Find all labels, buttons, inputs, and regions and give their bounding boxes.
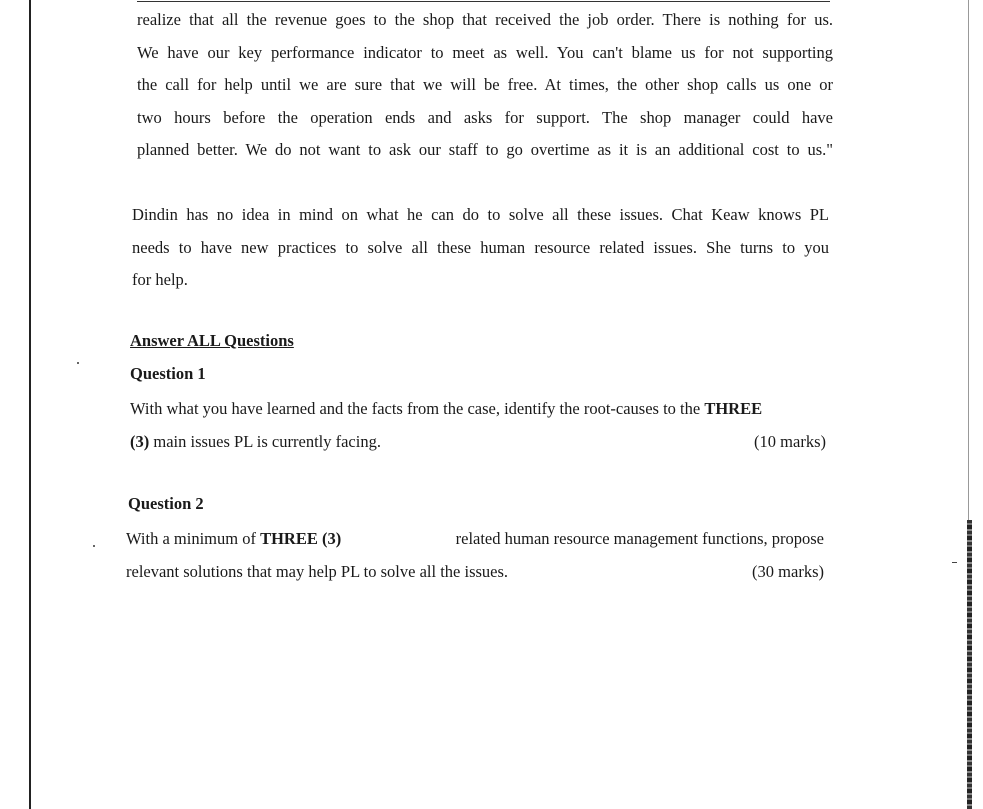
scan-speck (93, 545, 95, 547)
case-paragraph-2 (132, 199, 829, 297)
text-line: We have our key performance indicator to meet as well. You can't blame us for not supporting (137, 42, 833, 62)
question-text-span: related human resource management functions, propose (455, 529, 824, 548)
question-1-text (130, 393, 826, 458)
question-1-title: Question 1 (130, 364, 206, 383)
question-bold-span: THREE (704, 399, 763, 418)
question-2-line-2-content: relevant solutions that may help PL to solve all the issues. (126, 561, 509, 581)
question-1-marks: (10 marks) (754, 431, 826, 451)
question-1-line-2 (130, 426, 826, 459)
case-paragraph-1 (137, 4, 833, 167)
question-2-line-2 (126, 556, 824, 589)
page-left-border (29, 0, 31, 809)
text-line: planned better. We do not want to ask our staff to go overtime as it is an additional cost to us." (137, 140, 833, 159)
text-line: realize that all the revenue goes to the shop that received the job order. There is nothing for us. (137, 10, 833, 29)
text-line: two hours before the operation ends and asks for support. The shop manager could have (137, 107, 833, 127)
question-1-line-2-content (130, 426, 381, 459)
scan-edge-strip (967, 520, 972, 809)
text-line: needs to have new practices to solve all these human resource related issues. She turns to you (132, 237, 829, 257)
question-2-line-1-content (126, 523, 824, 556)
question-bold-span: (3) (130, 431, 150, 451)
top-rule (137, 1, 830, 2)
question-2-marks: (30 marks) (752, 561, 824, 581)
question-text-span: main issues PL is currently facing. (149, 431, 381, 451)
question-bold-span: THREE (3) (260, 529, 342, 548)
question-1-line-1-content (130, 393, 762, 426)
question-2-line-1 (126, 523, 824, 556)
q2-word-group (126, 523, 341, 556)
question-text-span: With a minimum of (126, 529, 261, 548)
text-line: Dindin has no idea in mind on what he can do to solve all these issues. Chat Keaw knows PL (132, 205, 829, 224)
scan-mark (952, 562, 957, 563)
question-1-line-1 (130, 393, 826, 426)
text-line: the call for help until we are sure that we will be free. At times, the other shop calls us one or (137, 75, 833, 94)
question-text-span: With what you have learned and the facts from the case, identify the root-causes to the (130, 399, 705, 418)
answer-all-heading: Answer ALL Questions (130, 331, 294, 350)
scan-speck (77, 362, 79, 364)
text-line: for help. (132, 270, 188, 289)
question-2-text (126, 523, 824, 588)
question-2-title: Question 2 (128, 494, 204, 513)
